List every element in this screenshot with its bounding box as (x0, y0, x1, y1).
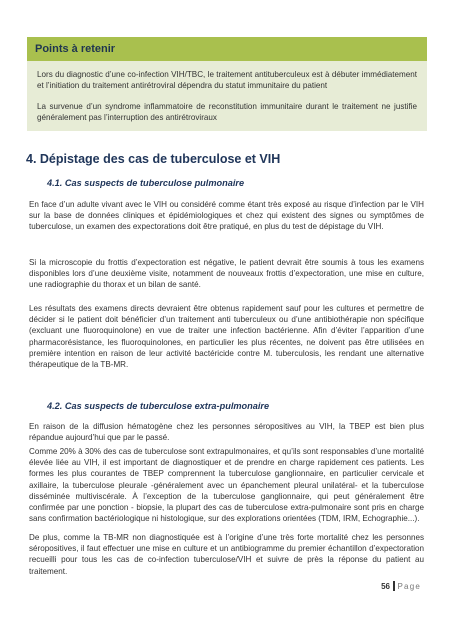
subsection-title-4-2: 4.2. Cas suspects de tuberculose extra-pulmonaire (47, 401, 270, 411)
paragraph-4-2-a: En raison de la diffusion hématogène chez les personnes séropositives au VIH, la TBEP est bien plus répandue aujourd’hui que par le passé. (29, 422, 424, 443)
paragraph-4-1-a: En face d’un adulte vivant avec le VIH ou considéré comme étant très exposé au risque d’infection par le VIH sur la base de données cliniques et épidémiologiques et chez qui existent des signes ou symptômes de tuberculose, un examen des expectorations doit être pratiqué, en plus du test de dépistage du VIH. (29, 200, 424, 232)
page-number: 56 (381, 581, 391, 591)
paragraph-4-1-b: Si la microscopie du frottis d’expectoration est négative, le patient devrait être soumis à tous les examens disponibles lors d’une deuxième visite, notamment de nouveaux frottis d’expectoration, une mise en culture, une radiographie du thorax et un bilan de santé. (29, 258, 424, 290)
key-points-title: Points à retenir (35, 43, 116, 55)
key-point-1: Lors du diagnostic d’une co-infection VIH/TBC, le traitement antituberculeux est à débuter immédiatement et l’initiation du traitement antirétroviral dépendra du statut immunitaire du patient (37, 70, 417, 90)
key-points-body (27, 61, 427, 131)
section-title: 4. Dépistage des cas de tuberculose et VIH (26, 152, 281, 166)
footer-divider (393, 581, 395, 591)
page-footer (381, 581, 421, 591)
key-point-2: La survenue d’un syndrome inflammatoire de reconstitution immunitaire durant le traitement ne justifie généralement pas l’interruption des antirétroviraux (37, 102, 417, 122)
subsection-title-4-1: 4.1. Cas suspects de tuberculose pulmonaire (47, 178, 245, 188)
paragraph-4-2-c: De plus, comme la TB-MR non diagnostiquée est à l’origine d’une très forte mortalité chez les personnes séropositives, il faut effectuer une mise en culture et un antibiogramme du premier échantillon d’expectoration recueilli pour tous les cas de co-infection tuberculose/VIH et suivre de près la réponse du patient au traitement. (29, 533, 424, 576)
key-points-box (27, 37, 427, 131)
key-points-header (27, 37, 427, 61)
paragraph-4-2-b: Comme 20% à 30% des cas de tuberculose sont extrapulmonaires, et qu’ils sont responsables d’une mortalité élevée liée au VIH, il est important de diagnostiquer et de prendre en charge rapidement ces patients. Les formes les plus courantes de TBEP comprennent la tuberculose ganglionnaire, en particulier cervicale et axillaire, la tuberculose pleurale -généralement avec un épanchement pleural unilatéral- et la tuberculose disséminée multiviscérale. À l’exception de la tuberculose ganglionnaire, qui peut généralement être confirmée par une ponction - biopsie, la plupart des cas de tuberculose extra-pulmonaire sont pris en charge sans confirmation bactériologique ni histologique, sur des explorations orientées (TDM, IRM, Echographie...). (29, 447, 424, 524)
paragraph-4-1-c: Les résultats des examens directs devraient être obtenus rapidement sauf pour les cultures et permettre de décider si le patient doit bénéficier d’un traitement anti tuberculeux ou d’une antibiothérapie non spécifique (excluant une fluoroquinolone) en vue de traiter une infection bactérienne. Afin d’éviter l’apparition d’une pharmacorésistance, les fluoroquinolones, en particulier les plus récentes, ne doivent pas être utilisées en première intention en raison de leur activité bactéricide contre M. tuberculosis, les rendant une alternative thérapeutique de la TB-MR. (29, 304, 424, 370)
page-label: Page (397, 581, 421, 591)
